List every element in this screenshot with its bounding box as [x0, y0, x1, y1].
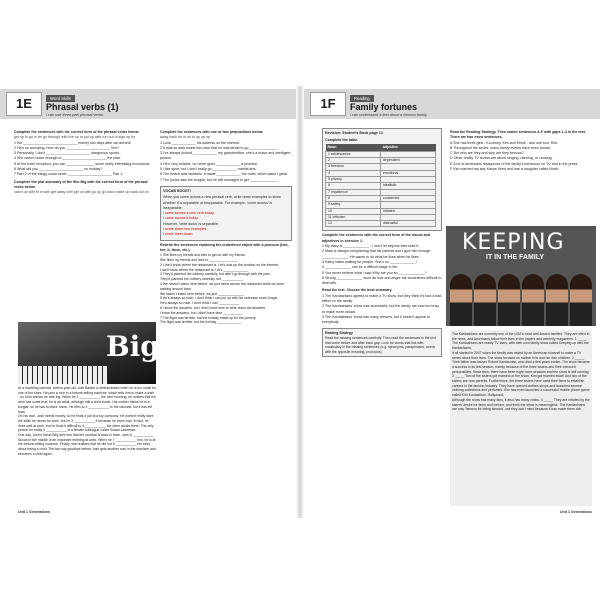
table-cell[interactable]: distrustful	[381, 221, 436, 227]
vocab-boost-text: However, 'write down' is separable:	[163, 221, 219, 226]
exercise-item: 1 We ___________________________ money two days after we arrived!	[14, 140, 132, 145]
vocab-boost-title: VOCAB BOOST!	[163, 188, 191, 193]
exercise-1-instruction: Complete the table.	[325, 138, 359, 143]
vocab-boost-text: When you come across a new phrasal verb, write down examples to show whether it is separable or inseparable. For example, 'come across' is inseparable:	[163, 195, 281, 210]
big-film-title: Big	[106, 330, 160, 363]
reading-strategy-text: Read the missing sentences carefully. Then read the sentences in the text that come before and after each gap. Look for words that link with vocabulary in the missing sentences (e.g. synonyms, paraphrases, words with the opposite meaning, pronouns).	[325, 336, 436, 354]
table-cell[interactable]: 6	[326, 183, 381, 189]
article-subtitle: IT IN THE FAMILY	[486, 254, 545, 261]
vocab-example: I came across a new verb today.	[163, 211, 215, 216]
left-column	[14, 128, 152, 196]
exercise-item: 3 Kathy hates waiting for people. She's so _____________!	[322, 259, 417, 264]
exercise-item: 2 The Kardashians' show was successful, but the family are now too busy to make more shows.	[322, 304, 440, 314]
table-cell[interactable]: 10	[326, 208, 381, 214]
family-member-image	[522, 274, 544, 326]
section-title: Family fortunes	[350, 102, 418, 112]
section-subtitle: I can understand a text about a famous family.	[350, 113, 428, 117]
exercise-2-instruction: Complete the sentences with the correct form of the nouns and adjectives in exercise 1.	[322, 233, 431, 243]
table-cell[interactable]: 2	[326, 158, 381, 164]
exercise-item: 7 The police saw the burglar, but he still managed to get ______________.	[160, 177, 280, 182]
right-left-column	[322, 128, 442, 357]
exercise-item: 2 Mark is always complaining that his parents don't give him enough _____________. He wants to do what he likes when he likes.	[322, 249, 431, 259]
exercise-item: 7 Part 2 of the trilogy could never ______________________ Part 1.	[14, 172, 124, 177]
exercise-item: 4 He's very reliable; he never goes ____________ a promise.	[160, 161, 258, 166]
exercise-4-instruction: Read the Reading Strategy. Then match sentences A-F with gaps 1-4 in the text. There are two extra sentences.	[450, 130, 586, 140]
exercise-1-wordbox: get up to go in for go through with live up to put up with run out of sign up for	[14, 135, 136, 140]
left-page	[0, 86, 300, 518]
story-paragraph: At a travelling carnival, twelve-year-old Josh Baskin is embarrassed when he is too small for one of the rides. He puts a coin in a fortune-telling machine, which tells him to make a wish - so Josh wishes he was big. When he 1 ___________ the next morning, he notices that his wish has come true: he is an adult, although still a child inside. His mother thinks he is a burglar, so he has to leave home. He tries to 2 ___________ to the carnival, but it has left town.	[18, 386, 156, 414]
table-cell[interactable]: dependent	[381, 158, 436, 164]
exercise-item: 2 I don't know where the restaurant is. Let's look up the location on the internet.	[160, 262, 279, 267]
section-label: Word Skills	[46, 95, 75, 102]
unit-badge: 1E	[6, 92, 42, 116]
table-cell[interactable]: irritated	[381, 208, 436, 214]
exercise-item: F Kim married rap star Kanye West and has a daughter called North.	[450, 167, 560, 172]
exercise-4-instruction: Rewrite the sentences replacing the underlined object with a pronoun (him, her, it, them, etc.).	[160, 242, 289, 252]
page-footer: Unit 1 Generations	[18, 510, 50, 514]
article-text	[450, 330, 592, 506]
reading-strategy-box	[322, 328, 442, 358]
article-paragraph: It all started in 2007 when the family was asked by an American channel to make a TV series about their lives. The show focused on mother Kris and her four children. 2 _____ Their father was lawyer Robert Kardashian, who died a few years earlier. The show became a success in its first season, mainly because of the three sisters and their extrovert personalities. Since then, there have been eight more seasons and the show is still running. 3 _____ Two of the sisters got married on the show; Kim got married twice! And two of the sisters are now parents. Furthermore, the three sisters have used their fame to establish careers in the fashion industry. They have opened clothes shops and launched several clothing collections and perfumes. Kim has even launched a successful mobile phone game called Kim Kardashian: Hollywood.	[452, 350, 590, 398]
exercise-1-instruction: Complete the sentences with the correct form of the phrasal verbs below.	[14, 130, 140, 134]
exercise-3-wordbox: away back for in on to up up up	[160, 135, 210, 140]
story-paragraph: On his own, Josh needs money, so he finds a job at a toy company. He doesn't really have the skills he needs for work, but he 3 ___________ it because he loves toys. In fact, he does well at work, but he finds it difficult to 4 ___________ the other adults there. The only person he really 5 ___________ is a female colleague called Susan Lawrence.	[18, 414, 154, 433]
section-subtitle: I can use three-part phrasal verbs.	[46, 113, 104, 117]
exercise-answer: I don't know where the restaurant is. Let's _____________	[160, 267, 248, 272]
exercise-item: 5 He's always so rude, I don't think I can put up with his rudeness much longer.	[160, 296, 279, 301]
table-cell[interactable]: 9 safety	[326, 202, 381, 208]
family-member-image	[570, 274, 592, 326]
table-cell[interactable]: concerned	[381, 195, 436, 201]
big-film-photo	[18, 322, 160, 384]
exercise-2-instruction: Complete the plot summary of the film Big with the correct form of the phrasal verbs below.	[14, 179, 148, 189]
exercise-item: 6 The beach was fantastic. It made ____________ the hotel, which wasn't great.	[160, 172, 288, 177]
exercise-item: 1 She likes my friends and tries to get on with my friends.	[160, 253, 246, 258]
header-band	[0, 89, 296, 119]
table-cell[interactable]: 3 freedom	[326, 164, 381, 170]
right-column	[160, 128, 292, 325]
exercise-answer: The flight was terrible, but the holiday _____________	[160, 320, 242, 325]
vocab-example: I wrote them down.	[163, 232, 194, 237]
exercise-item: 4 She wasn't brave enough to ______________________ the plan.	[14, 156, 122, 161]
exercise-3-instruction: Read the text. Choose the best summary.	[322, 288, 393, 293]
exercise-item: D Other reality TV shows are about singing, dancing, or cooking.	[450, 156, 553, 161]
right-right-column	[450, 128, 590, 172]
family-member-image	[474, 274, 496, 326]
book-spine-shadow	[296, 86, 304, 518]
exercise-item: 6 What did you ______________________ on holiday?	[14, 167, 103, 172]
exercise-item: 5 I like sport, but I don't really go ____________ martial arts.	[160, 167, 257, 172]
exercise-answer: They'd planned the robbery carefully, but ___________	[160, 277, 243, 282]
table-cell[interactable]: 4	[326, 170, 381, 176]
exercise-item: 3 The Kardashians' show has many viewers, but it doesn't appeal to everybody.	[322, 314, 430, 325]
exercise-item: 3 Personally, I don't ______________________ dangerous sports.	[14, 151, 120, 156]
exercise-4-items	[160, 253, 292, 325]
exercise-2-wordbox: catch up with fit in with get away with get on with go up go back make up walk out on	[14, 190, 149, 195]
reading-strategy-title: Reading Strategy	[325, 330, 353, 335]
exercise-answer: He's always so rude, I don't think I can ___________	[160, 301, 240, 306]
vocab-example: I wrote down two examples.	[163, 227, 208, 232]
exercise-item: 6 Strong _____________ such as love and anger are sometimes difficult to deal with.	[322, 275, 442, 286]
exercise-item: B Throughout the series, many family events have been shown.	[450, 145, 552, 150]
article-paragraph: Although the show has many fans, it also has many critics. 4 _____ They are irritated by the sisters' desire for fame and fortune, and think the show is meaningless. The Kardashians are only 'famous for being famous', but they don't mind because it has made them rich.	[452, 397, 590, 412]
table-row	[326, 221, 436, 227]
exercise-item: A She has three girls - Kourtney, Kim and Khloé - and one son, Rob.	[450, 140, 559, 145]
article-title: KEEPING	[462, 230, 565, 255]
noun-adjective-table	[325, 144, 436, 228]
keeping-family-photo	[446, 226, 596, 326]
vocab-example: I came across it today.	[163, 216, 199, 221]
table-header: Adjective	[381, 144, 436, 152]
table-cell[interactable]: emotional	[381, 170, 436, 176]
exercise-item: 5 You never believe what I say! Why are you so _____________?	[322, 270, 427, 275]
table-cell[interactable]: 12	[326, 221, 381, 227]
exercise-item: 6 I know the answers, but I didn't have time to write down the answers.	[160, 306, 266, 310]
exercise-item: 4 We haven't eaten here before, we just came across the restaurant while we were walking around town.	[160, 282, 285, 291]
exercise-item: 1 My diary is _____________ - I don't let anyone else read it.	[322, 244, 420, 249]
exercise-item: 4 _____________ can be a difficult stage in life.	[322, 265, 399, 270]
exercise-answer: She likes my friends and tries to _______________	[160, 258, 238, 263]
exercise-item: 3 I've always looked ____________ my grandmother, she's a brave and intelligent person.	[160, 151, 291, 161]
exercise-item: 1 Look ____________ his address on the internet.	[160, 140, 241, 145]
article-paragraph: The Kardashians are currently one of the USA's most well-known families. They are often in the news, and Americans follow their lives in the papers and celebrity magazines. 1 _____ The Kardashians are reality TV stars, with their own family show called Keeping up with the Kardashians.	[452, 332, 590, 351]
page-footer: Unit 1 Generations	[560, 510, 592, 514]
unit-badge: 1F	[310, 92, 346, 116]
exercise-item: 2 It was so dark inside the cave that he was afraid to go ______________.	[160, 145, 279, 150]
table-cell[interactable]: idealistic	[381, 183, 436, 189]
big-story	[18, 386, 156, 504]
piano-keys-graphic	[18, 366, 108, 384]
table-cell[interactable]: 11 criticism	[326, 214, 381, 220]
exercise-3-instruction: Complete the sentences with one or two prepositions below.	[160, 130, 264, 134]
revision-box	[322, 128, 442, 231]
table-cell[interactable]: 1 adolescence	[326, 151, 381, 157]
family-member-image	[546, 274, 568, 326]
vocab-boost-box	[160, 186, 292, 241]
exercise-item: E A lot of Americans disapprove of the family's behaviour on TV and in the press.	[450, 161, 579, 166]
exercise-item: 5 At the hotel reception, you can ______________ some really interesting excursions.	[14, 161, 151, 166]
exercise-answer: We haven't eaten here before, we just ______________	[160, 291, 245, 296]
story-paragraph: One day, Josh's friend Billy tells him that the carnival is back in town. Josh 6 ___________ Susan in the middle of an important meeting at work. When he 7 ___________ him, he is at the fortune-telling machine. Finally, she realises that he did not 8 ___________ the story about being a child. The two say goodbye before Josh gets another coin in the machine and becomes a child again.	[18, 433, 156, 456]
table-header: Noun	[326, 144, 381, 152]
revision-label: Revision: Student's Book page 14	[325, 131, 383, 135]
exercise-item: 3 They'd planned the robbery carefully, but didn't go through with the plan.	[160, 272, 271, 277]
exercise-item: 1 The Kardashians agreed to make a TV show, but they think it's had a bad effect on the family.	[322, 293, 442, 304]
exercise-item: 7 The flight was terrible, but the holiday made up for the journey.	[160, 315, 257, 320]
section-title: Phrasal verbs (1)	[46, 102, 119, 112]
exercise-item: 2 He's so annoying. How do you ______________________ him?	[14, 145, 120, 150]
family-member-image	[498, 274, 520, 326]
family-member-image	[450, 274, 472, 326]
table-cell[interactable]: 8	[326, 195, 381, 201]
exercise-item: C But who are they and why are they famous?	[450, 151, 524, 156]
exercise-answer: I know the answers, but I didn't have time __________	[160, 310, 242, 315]
table-cell[interactable]: 5 privacy	[326, 177, 381, 183]
header-band	[304, 89, 600, 119]
right-page	[300, 86, 600, 518]
table-cell[interactable]: 7 impatience	[326, 189, 381, 195]
section-label: Reading	[350, 95, 374, 102]
